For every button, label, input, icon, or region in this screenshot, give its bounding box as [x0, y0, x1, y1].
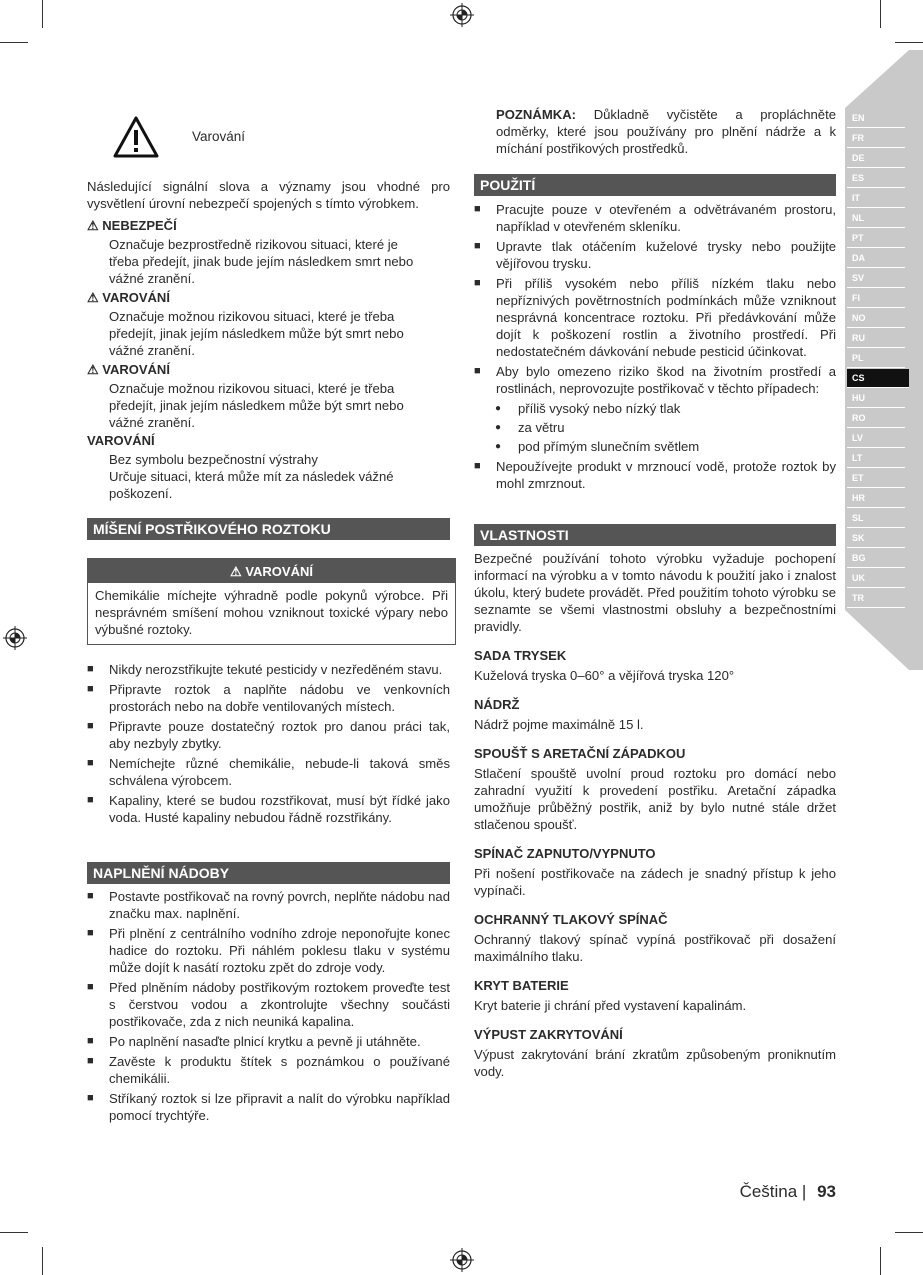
language-tab-nl: NL [847, 209, 905, 228]
list-item: ■ Postavte postřikovač na rovný povrch, neplňte nádobu nad značku max. naplnění. [87, 889, 450, 921]
language-tab-hr: HR [847, 489, 905, 508]
feature-text: Kryt baterie ji chrání před vystavení kapalinám. [474, 998, 747, 1013]
crop-mark [880, 1247, 881, 1275]
feature-title: OCHRANNÝ TLAKOVÝ SPÍNAČ [474, 912, 668, 927]
language-tab-fr: FR [847, 129, 905, 148]
signal-words-section [87, 178, 450, 502]
warning-box-title: VAROVÁNÍ [245, 564, 313, 579]
language-tab-uk: UK [847, 569, 905, 588]
warning-triangle-icon [113, 116, 159, 158]
language-tab-et: ET [847, 469, 905, 488]
list-item: ■ Před plněním nádoby postřikovým roztokem proveďte test s čerstvou vodou a zkontrolujte všechny součásti postřikovače, zda z nich neuniká kapalina. [87, 980, 450, 1029]
list-item: ■ Nikdy nerozstřikujte tekuté pesticidy v nezředěném stavu. [87, 662, 443, 677]
crop-mark [880, 0, 881, 28]
warning-box [87, 558, 456, 645]
language-tab-no: NO [847, 309, 905, 328]
feature-text: Ochranný tlakový spínač vypíná postřikovač při dosažení maximálního tlaku. [474, 932, 836, 964]
warning-box-text: Chemikálie míchejte výhradně podle pokynů výrobce. Při nesprávném smíšení mohou vzniknout toxické výpary nebo výbušné roztoky. [95, 588, 448, 637]
list-item: ■ Při plnění z centrálního vodního zdroje neponořujte konec hadice do roztoku. Při náhlém poklesu tlaku v systému může dojít k nasátí roztoku zpět do zdroje vody. [87, 926, 450, 975]
language-tab-lt: LT [847, 449, 905, 468]
alert-icon: ⚠ [230, 564, 242, 579]
feature-title: SADA TRYSEK [474, 648, 567, 663]
crop-mark [42, 1247, 43, 1275]
signal-line: Označuje bezprostředně rizikovou situaci, které je [109, 237, 398, 252]
signal-title: NEBEZPEČÍ [102, 218, 177, 233]
page-footer [740, 1181, 836, 1203]
alert-icon: ⚠ [87, 218, 99, 233]
language-tab-pt: PT [847, 229, 905, 248]
alert-icon: ⚠ [87, 290, 99, 305]
section-header-features: VLASTNOSTI [474, 524, 836, 546]
list-item: ■ Pracujte pouze v otevřeném a odvětrávaném prostoru, například v otevřeném skleníku. [474, 202, 836, 234]
sub-list-item: ● za větru [495, 420, 565, 435]
language-tab-sl: SL [847, 509, 905, 528]
signal-plain-warning [87, 433, 450, 502]
list-item: ■ Po naplnění nasaďte plnicí krytku a pevně ji utáhněte. [87, 1034, 421, 1049]
signal-line: Bez symbolu bezpečnostní výstrahy [109, 452, 318, 467]
language-tab-it: IT [847, 189, 905, 208]
signal-line: předejít, jinak jejím následkem může být smrt nebo [109, 326, 404, 341]
signal-line: vážné zranění. [109, 343, 195, 358]
note-text: Důkladně vyčistěte a propláchněte odměrky, které jsou používány pro plnění nádrže a k míchání postřikových prostředků. [496, 107, 836, 156]
signal-danger [87, 218, 450, 287]
signal-title: VAROVÁNÍ [87, 433, 155, 448]
crop-mark [0, 1232, 28, 1233]
feature-text: Nádrž pojme maximálně 15 l. [474, 717, 644, 732]
signal-line: vážné zranění. [109, 415, 195, 430]
language-tab-en: EN [847, 109, 905, 128]
crop-mark [895, 42, 923, 43]
signal-warning [87, 290, 450, 359]
section-header-mixing: MÍŠENÍ POSTŘIKOVÉHO ROZTOKU [87, 518, 450, 540]
signal-line: poškození. [109, 486, 173, 501]
language-tab-bg: BG [847, 549, 905, 568]
alert-icon: ⚠ [87, 362, 99, 377]
features-section [474, 550, 836, 1080]
feature-text: Kuželová tryska 0–60° a vějířová tryska 120° [474, 668, 735, 683]
feature-text: Výpust zakrytování brání zkratům způsobeným proniknutím vody. [474, 1047, 836, 1079]
signal-line: třeba předejít, jinak bude jejím následkem smrt nebo [109, 254, 414, 269]
feature-title: SPOUŠŤ S ARETAČNÍ ZÁPADKOU [474, 746, 686, 761]
feature-text: Stlačení spouště uvolní proud roztoku pro domácí nebo zahradní využití k provedení postřiku. Aretační západka umožňuje průběžný postřik, aniž by bylo nutné stále držet stlačenou spoušť. [474, 766, 836, 832]
feature-title: NÁDRŽ [474, 697, 520, 712]
list-item: ■ Stříkaný roztok si lze připravit a nalít do výrobku například pomocí trychtýře. [87, 1091, 450, 1123]
language-tab-lv: LV [847, 429, 905, 448]
list-item: ■ Nepoužívejte produkt v mrznoucí vodě, protože roztok by mohl zmrznout. [474, 459, 836, 491]
signal-line: vážné zranění. [109, 271, 195, 286]
language-tab-da: DA [847, 249, 905, 268]
language-tab-hu: HU [847, 389, 905, 408]
list-item: ■ Připravte pouze dostatečný roztok pro danou práci tak, aby nezbyly zbytky. [87, 719, 450, 751]
feature-title: KRYT BATERIE [474, 978, 569, 993]
filling-list [87, 888, 450, 1124]
sub-list-item: ● pod přímým slunečním světlem [495, 439, 700, 454]
sub-list-item: ● příliš vysoký nebo nízký tlak [495, 401, 681, 416]
language-tab-ru: RU [847, 329, 905, 348]
feature-title: SPÍNAČ ZAPNUTO/VYPNUTO [474, 846, 656, 861]
crop-mark [0, 42, 28, 43]
footer-language: Čeština | [739, 1182, 807, 1201]
language-tab-tr: TR [847, 589, 905, 608]
warning-box-header [88, 559, 455, 583]
mixing-list [87, 661, 450, 826]
language-tab-cs: CS [847, 369, 909, 388]
feature-text: Při nošení postřikovače na zádech je snadný přístup k jeho vypínači. [474, 866, 836, 898]
page-number: 93 [817, 1182, 836, 1201]
registration-mark-icon [450, 3, 474, 27]
language-tab-de: DE [847, 149, 905, 168]
use-list [474, 201, 836, 492]
list-item: ■ Při příliš vysokém nebo příliš nízkém tlaku nebo nepříznivých povětrnostních podmínkách může vzniknout nesprávná koncentrace roztoku. Při předávkování může dojít k poškození rostlin a životního prostředí. Při nedostatečném dávkování nebude pesticid účinkovat. [474, 276, 836, 359]
signal-title: VAROVÁNÍ [102, 290, 170, 305]
language-tab-sk: SK [847, 529, 905, 548]
list-item: ■ Kapaliny, které se budou rozstřikovat, musí být řídké jako voda. Husté kapaliny nebudou řádně rozstřikány. [87, 793, 450, 825]
crop-mark [895, 1232, 923, 1233]
language-tab-es: ES [847, 169, 905, 188]
signal-line: Určuje situaci, která může mít za následek vážné [109, 469, 394, 484]
language-tab-pl: PL [847, 349, 905, 368]
note-label: POZNÁMKA: [496, 107, 577, 122]
note [496, 106, 836, 157]
language-tab-sv: SV [847, 269, 905, 288]
signal-warning [87, 362, 450, 431]
list-item: ■ Připravte roztok a naplňte nádobu ve venkovních prostorách nebo na dobře ventilovaných místech. [87, 682, 450, 714]
crop-mark [42, 0, 43, 28]
language-tab-ro: RO [847, 409, 905, 428]
section-header-use: POUŽITÍ [474, 174, 836, 196]
language-tab-fi: FI [847, 289, 905, 308]
registration-mark-icon [450, 1248, 474, 1272]
feature-title: VÝPUST ZAKRYTOVÁNÍ [474, 1027, 623, 1042]
intro-text: Následující signální slova a významy jsou vhodné pro vysvětlení úrovní nebezpečí spojených s tímto výrobkem. [87, 179, 450, 211]
signal-line: předejít, jinak jejím následkem může být smrt nebo [109, 398, 404, 413]
signal-title: VAROVÁNÍ [102, 362, 170, 377]
features-intro: Bezpečné používání tohoto výrobku vyžaduje pochopení informací na výrobku a v tomto návodu k použití jako i znalost úkolu, který budete provádět. Před použitím tohoto výrobku se seznamte se všemi vlastnostmi obsluhy a bezpečnostními pravidly. [474, 551, 836, 634]
list-item: ■ Zavěste k produktu štítek s poznámkou o používané chemikálii. [87, 1054, 450, 1086]
signal-line: Označuje možnou rizikovou situaci, které je třeba [109, 309, 395, 324]
list-item: ■ Nemíchejte různé chemikálie, nebude-li taková směs schválena výrobcem. [87, 756, 450, 788]
list-item: ■ Upravte tlak otáčením kuželové trysky nebo použijte vějířovou trysku. [474, 239, 836, 271]
registration-mark-icon [3, 626, 27, 650]
list-item: ■ Aby bylo omezeno riziko škod na životním prostředí a rostlinách, neprovozujte postřikovač v těchto případech: [474, 364, 836, 396]
section-header-filling: NAPLNĚNÍ NÁDOBY [87, 862, 450, 884]
warning-caption: Varování [192, 129, 246, 144]
signal-line: Označuje možnou rizikovou situaci, které je třeba [109, 381, 395, 396]
